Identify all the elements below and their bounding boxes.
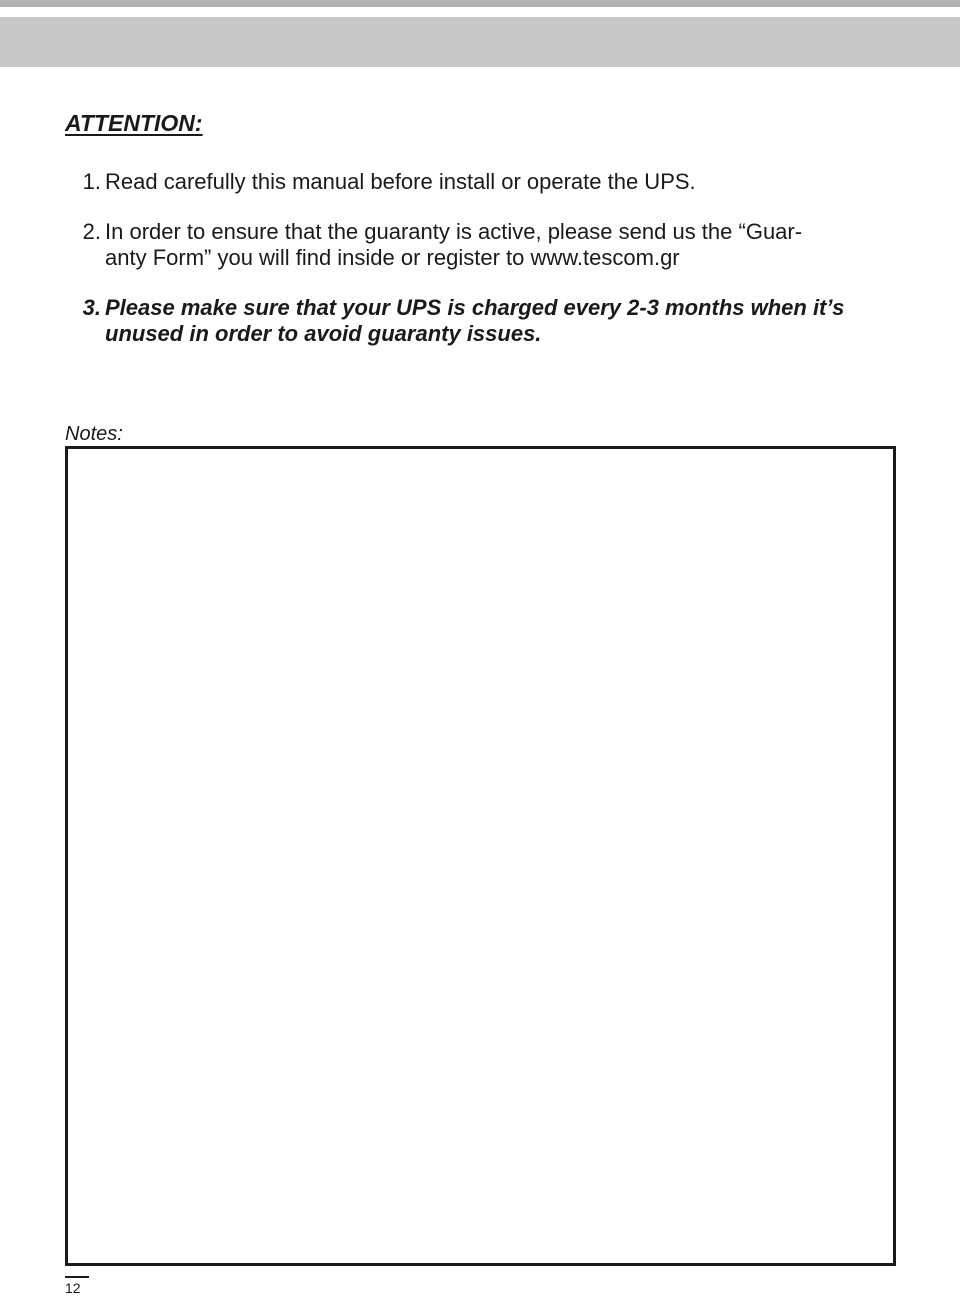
list-item-line: In order to ensure that the guaranty is active, please send us the “Guar- [105, 219, 803, 244]
list-item-text [105, 219, 802, 271]
list-item-line: Please make sure that your UPS is charged every 2-3 months when it’s [105, 295, 845, 320]
notes-label: Notes: [65, 423, 123, 445]
attention-heading: ATTENTION: [65, 110, 203, 136]
list-item-line: unused in order to avoid guaranty issues. [105, 321, 542, 346]
list-item-line: anty Form” you will find inside or register to www.tescom.gr [105, 245, 680, 270]
list-item-text [105, 295, 844, 347]
list-item-line: Read carefully this manual before install or operate the UPS. [105, 169, 696, 194]
list-item-number: 2. [82, 219, 101, 244]
page-number: 12 [65, 1276, 89, 1297]
header-band [0, 17, 960, 67]
list-item-number: 1. [82, 169, 101, 194]
list-item-text [105, 169, 696, 195]
top-rule [0, 0, 960, 7]
list-item-number: 3. [82, 295, 101, 320]
notes-box [65, 446, 896, 1266]
